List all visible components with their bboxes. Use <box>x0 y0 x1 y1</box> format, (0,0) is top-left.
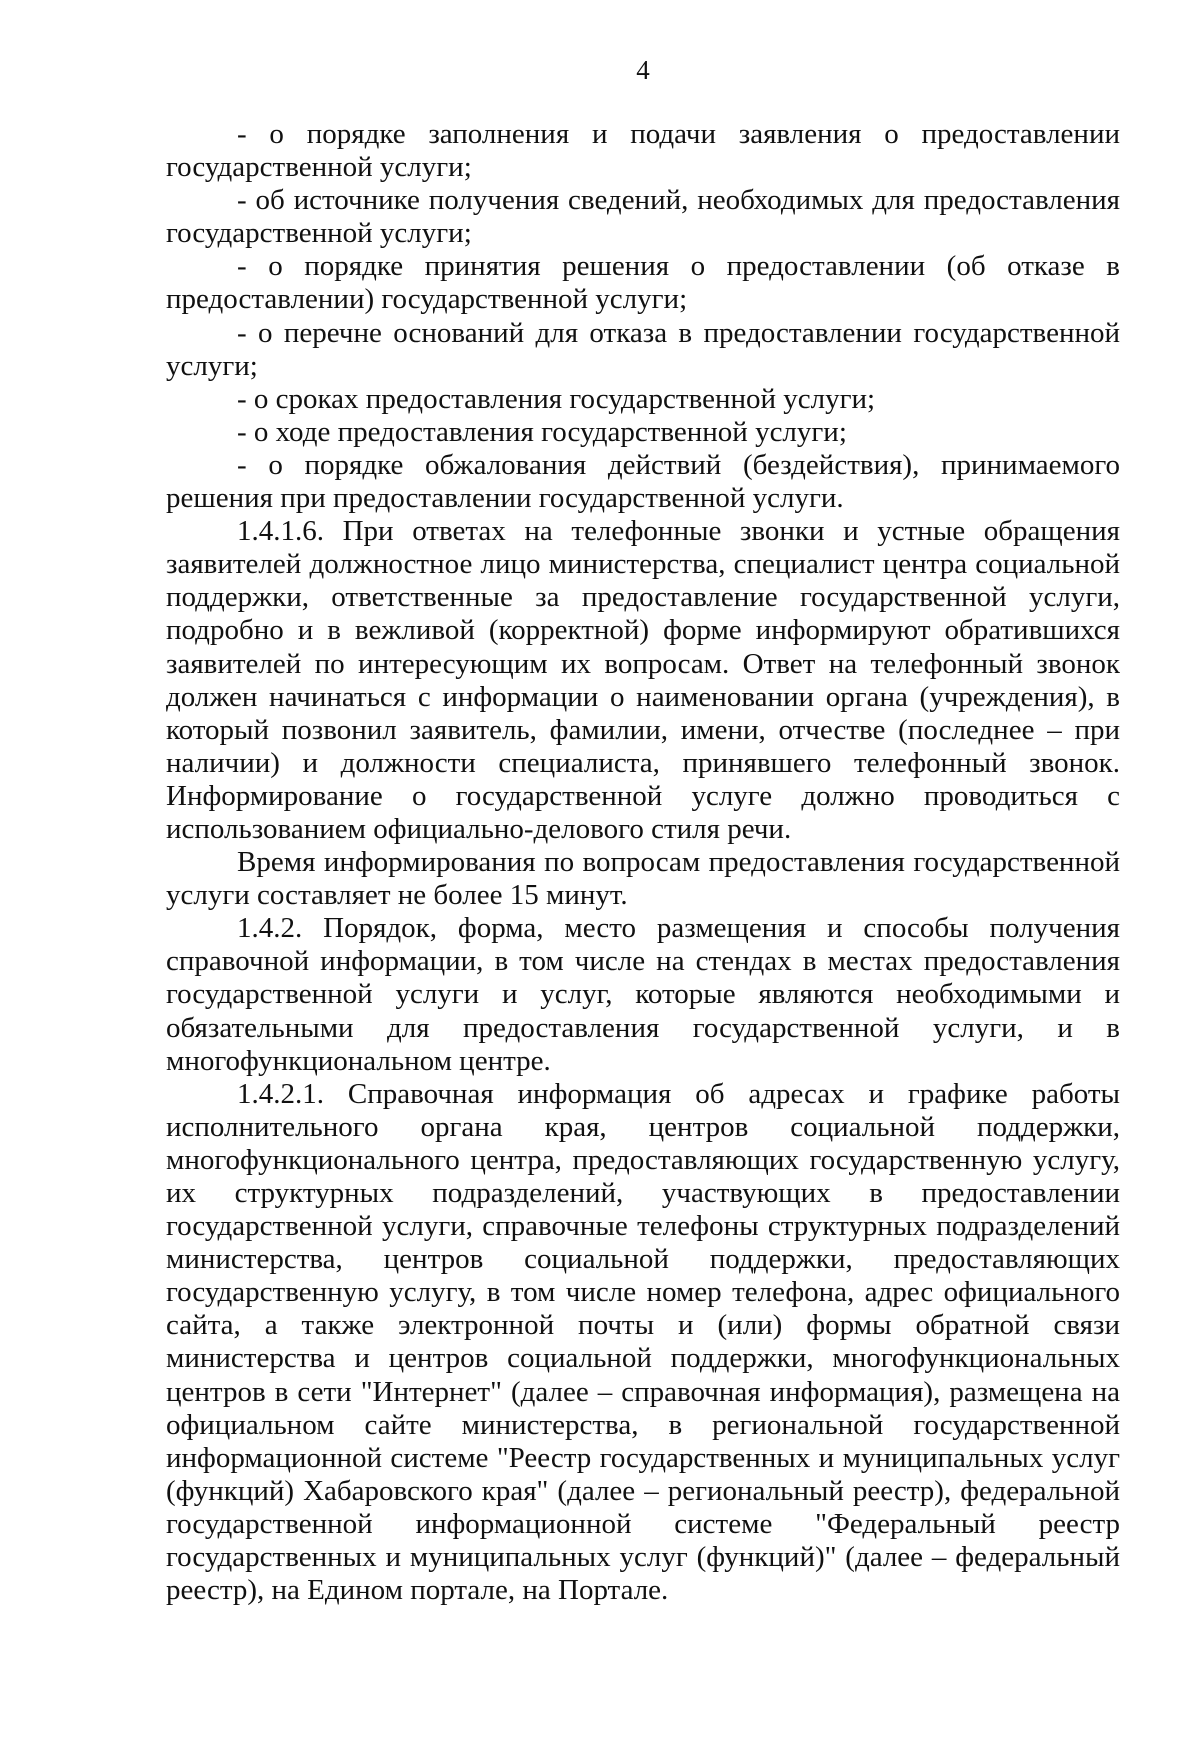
paragraph-section-1-4-1-6: 1.4.1.6. При ответах на телефонные звонки и устные обращения заявителей должностное лицо министерства, специалист центра социальной поддержки, ответственные за предоставление государственной услуги, подробно и в вежливой (корректной) форме информируют обратившихся заявителей по интересующим их вопросам. Ответ на телефонный звонок должен начинаться с информации о наименовании органа (учреждения), в который позвонил заявитель, фамилии, имени, отчестве (последнее – при наличии) и должности специалиста, принявшего телефонный звонок. Информирование о государственной услуге должно проводиться с использованием официально-делового стиля речи. <box>166 515 1120 845</box>
paragraph-section-1-4-2-1: 1.4.2.1. Справочная информация об адресах и графике работы исполнительного органа края, центров социальной поддержки, многофункционального центра, предоставляющих государственную услугу, их структурных подразделений, участвующих в предоставлении государственной услуги, справочные телефоны структурных подразделений министерства, центров социальной поддержки, предоставляющих государственную услугу, в том числе номер телефона, адрес официального сайта, а также электронной почты и (или) формы обратной связи министерства и центров социальной поддержки, многофункциональных центров в сети "Интернет" (далее – справочная информация), размещена на официальном сайте министерства, в региональной государственной информационной системе "Реестр государственных и муниципальных услуг (функций) Хабаровского края" (далее – региональный реестр), федеральной государственной информационной системе "Федеральный реестр государственных и муниципальных услуг (функций)" (далее – федеральный реестр), на Едином портале, на Портале. <box>166 1077 1120 1607</box>
paragraph-item-refusal-grounds: - о перечне оснований для отказа в предоставлении государственной услуги; <box>166 316 1120 382</box>
paragraph-item-decision-procedure: - о порядке принятия решения о предоставлении (об отказе в предоставлении) государственной услуги; <box>166 250 1120 316</box>
paragraph-item-service-progress: - о ходе предоставления государственной услуги; <box>237 415 847 448</box>
paragraph-section-1-4-2: 1.4.2. Порядок, форма, место размещения и способы получения справочной информации, в том числе на стендах в местах предоставления государственной услуги и услуг, которые являются необходимыми и обязательными для предоставления государственной услуги, и в многофункциональном центре. <box>166 912 1120 1077</box>
paragraph-item-service-terms: - о сроках предоставления государственной услуги; <box>237 382 876 415</box>
document-body <box>166 118 1120 1607</box>
paragraph-item-information-source: - об источнике получения сведений, необходимых для предоставления государственной услуги; <box>166 184 1120 250</box>
page-number: 4 <box>636 55 650 85</box>
paragraph-item-appeal-procedure: - о порядке обжалования действий (бездействия), принимаемого решения при предоставлении государственной услуги. <box>166 448 1120 515</box>
paragraph-item-filling-procedure: - о порядке заполнения и подачи заявления о предоставлении государственной услуги; <box>166 118 1120 184</box>
paragraph-information-time: Время информирования по вопросам предоставления государственной услуги составляет не более 15 минут. <box>166 846 1120 912</box>
